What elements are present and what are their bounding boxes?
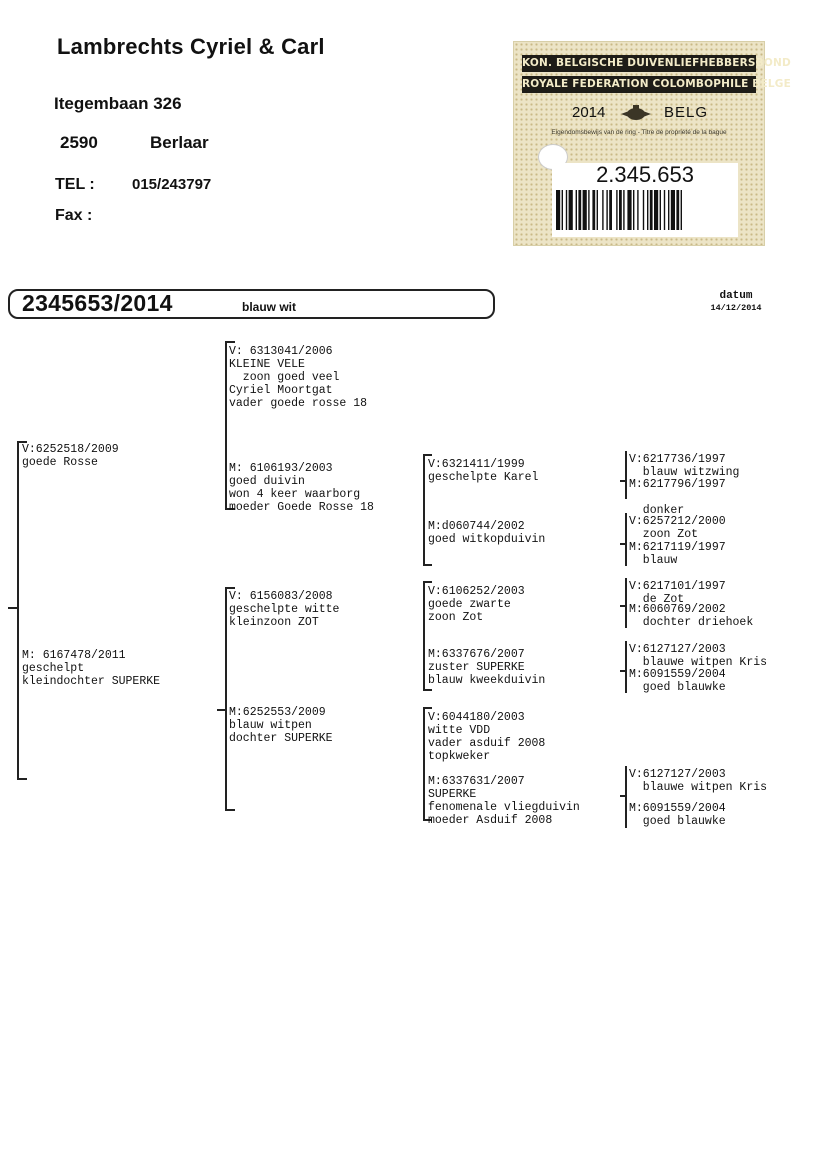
tree-tick xyxy=(423,581,432,583)
pedigree-line: M:d060744/2002 xyxy=(428,520,525,533)
ring-country: BELG xyxy=(664,104,709,121)
fm-entry xyxy=(229,462,374,514)
tree-tick xyxy=(423,689,432,691)
tree-bracket-father xyxy=(225,341,227,510)
pedigree-line: blauw witzwing xyxy=(629,466,740,479)
fmf-entry xyxy=(428,458,538,484)
pedigree-line: V:6127127/2003 xyxy=(629,768,726,781)
pedigree-line: de Zot xyxy=(629,593,685,606)
mmm-entry xyxy=(428,775,580,827)
pigeon-color: blauw wit xyxy=(242,300,296,314)
mfmf-entry xyxy=(629,643,767,669)
mfm-entry xyxy=(428,648,545,687)
pedigree-line: goede zwarte xyxy=(428,598,511,611)
pedigree-line: Cyriel Moortgat xyxy=(229,384,333,397)
federation-name-nl: KON. BELGISCHE DUIVENLIEFHEBBERSBOND xyxy=(522,55,756,72)
pedigree-line: M:6091559/2004 xyxy=(629,802,726,815)
pedigree-line: topkweker xyxy=(428,750,491,763)
pedigree-line: blauwe witpen Kris xyxy=(629,656,768,669)
tree-tick xyxy=(620,670,626,672)
pedigree-line: dochter SUPERKE xyxy=(229,732,333,745)
pedigree-line: blauw witpen xyxy=(229,719,312,732)
tree-tick xyxy=(225,587,235,589)
pedigree-line: V:6217101/1997 xyxy=(629,580,726,593)
pedigree-line: V:6257212/2000 xyxy=(629,515,726,528)
owner-name: Lambrechts Cyriel & Carl xyxy=(57,34,325,59)
pedigree-line: geschelpt xyxy=(22,662,85,675)
fmmf-entry xyxy=(629,515,726,541)
pedigree-line: M:6217119/1997 xyxy=(629,541,726,554)
tree-tick xyxy=(620,543,626,545)
pedigree-line: won 4 keer waarborg xyxy=(229,488,361,501)
pedigree-line: zuster SUPERKE xyxy=(428,661,525,674)
mother-entry xyxy=(22,649,160,688)
fax-label: Fax : xyxy=(55,207,93,224)
pedigree-line: zoon Zot xyxy=(629,528,699,541)
mf-entry xyxy=(229,590,339,629)
pedigree-line: V:6106252/2003 xyxy=(428,585,525,598)
fmm-entry xyxy=(428,520,545,546)
pedigree-line: M: 6167478/2011 xyxy=(22,649,126,662)
date-label: datum xyxy=(719,290,753,302)
pedigree-line: fenomenale vliegduivin xyxy=(428,801,580,814)
pedigree-line: M:6337631/2007 xyxy=(428,775,525,788)
federation-name-fr: ROYALE FEDERATION COLOMBOPHILE BELGE xyxy=(522,76,756,93)
owner-postcode: 2590 xyxy=(60,133,98,152)
tree-tick xyxy=(620,795,626,797)
pedigree-line: goed blauwke xyxy=(629,681,726,694)
pedigree-line: M:6252553/2009 xyxy=(229,706,326,719)
tel-label: TEL : xyxy=(55,176,95,193)
father-entry xyxy=(22,443,119,469)
pedigree-line: SUPERKE xyxy=(428,788,477,801)
mffm-entry xyxy=(629,603,753,629)
pedigree-line: geschelpte Karel xyxy=(428,471,539,484)
tree-bracket-gen1 xyxy=(17,441,19,780)
pedigree-line: KLEINE VELE xyxy=(229,358,305,371)
pedigree-line: goede Rosse xyxy=(22,456,98,469)
ring-certificate xyxy=(513,41,791,246)
mmmf-entry xyxy=(629,768,767,794)
fmff-entry xyxy=(629,453,739,479)
tel-value: 015/243797 xyxy=(132,176,212,193)
tree-tick xyxy=(423,454,432,456)
tree-bracket-mmm xyxy=(625,766,627,828)
pedigree-line: M:6060769/2002 xyxy=(629,603,726,616)
tree-bracket-mm xyxy=(423,707,425,821)
pedigree-line: M:6337676/2007 xyxy=(428,648,525,661)
pedigree-line: blauw xyxy=(629,554,678,567)
pedigree-line: V: 6156083/2008 xyxy=(229,590,333,603)
crown-emblem-icon xyxy=(619,104,653,122)
pedigree-line: vader goede rosse 18 xyxy=(229,397,368,410)
tree-bracket-mother xyxy=(225,587,227,811)
pedigree-line xyxy=(629,491,726,504)
tree-tick xyxy=(17,778,27,780)
tree-tick xyxy=(423,564,432,566)
pedigree-line: zoon goed veel xyxy=(229,371,340,384)
tree-tick xyxy=(620,480,626,482)
pedigree-line: goed duivin xyxy=(229,475,305,488)
tree-tick xyxy=(225,341,235,343)
tree-bracket-fmm xyxy=(625,513,627,566)
tree-bracket-mf xyxy=(423,581,425,691)
tree-bracket-fm xyxy=(423,454,425,566)
pedigree-line: kleindochter SUPERKE xyxy=(22,675,161,688)
date-value: 14/12/2014 xyxy=(710,303,762,313)
mff-entry xyxy=(428,585,525,624)
owner-street: Itegembaan 326 xyxy=(54,94,182,113)
mmf-entry xyxy=(428,711,545,763)
barcode-icon xyxy=(552,190,738,230)
pedigree-line: moeder Asduif 2008 xyxy=(428,814,553,827)
pedigree-line: vader asduif 2008 xyxy=(428,737,546,750)
mmmm-entry xyxy=(629,802,726,828)
ring-caption: Eigendomsbewijs van de ring - Titre de propriété de la bague xyxy=(551,129,727,136)
pedigree-line: M:6217796/1997 xyxy=(629,478,726,491)
pedigree-line: blauw kweekduivin xyxy=(428,674,546,687)
tree-bracket-fmf xyxy=(625,451,627,499)
pedigree-line: V:6044180/2003 xyxy=(428,711,525,724)
pedigree-line: V:6321411/1999 xyxy=(428,458,525,471)
tree-connector xyxy=(217,709,226,711)
pedigree-line: witte VDD xyxy=(428,724,491,737)
pedigree-line: V:6127127/2003 xyxy=(629,643,726,656)
mm-entry xyxy=(229,706,333,745)
mfmm-entry xyxy=(629,668,726,694)
pedigree-line: blauwe witpen Kris xyxy=(629,781,768,794)
fmfm-entry xyxy=(629,478,726,517)
tree-bracket-mfm xyxy=(625,641,627,693)
pedigree-line: goed blauwke xyxy=(629,815,726,828)
ring-year: 2014 xyxy=(572,104,606,121)
pedigree-line: V:6217736/1997 xyxy=(629,453,726,466)
owner-city: Berlaar xyxy=(150,133,209,152)
pedigree-line: dochter driehoek xyxy=(629,616,754,629)
pedigree-line: V:6252518/2009 xyxy=(22,443,119,456)
tree-tick xyxy=(423,707,432,709)
pedigree-line: M: 6106193/2003 xyxy=(229,462,333,475)
ff-entry xyxy=(229,345,367,410)
fmmm-entry xyxy=(629,541,726,567)
pedigree-line: V: 6313041/2006 xyxy=(229,345,333,358)
pedigree-line: donker xyxy=(629,504,685,517)
pedigree-line: kleinzoon ZOT xyxy=(229,616,319,629)
date-block xyxy=(703,290,769,313)
pedigree-line: M:6091559/2004 xyxy=(629,668,726,681)
tree-bracket-mff xyxy=(625,578,627,628)
tree-tick xyxy=(620,605,626,607)
pedigree-line: moeder Goede Rosse 18 xyxy=(229,501,374,514)
pedigree-line: goed witkopduivin xyxy=(428,533,546,546)
pedigree-line: zoon Zot xyxy=(428,611,484,624)
tree-tick xyxy=(225,809,235,811)
pigeon-ring-number: 2345653/2014 xyxy=(22,290,173,316)
ring-number: 2.345.653 xyxy=(596,162,694,187)
pedigree-line: geschelpte witte xyxy=(229,603,340,616)
